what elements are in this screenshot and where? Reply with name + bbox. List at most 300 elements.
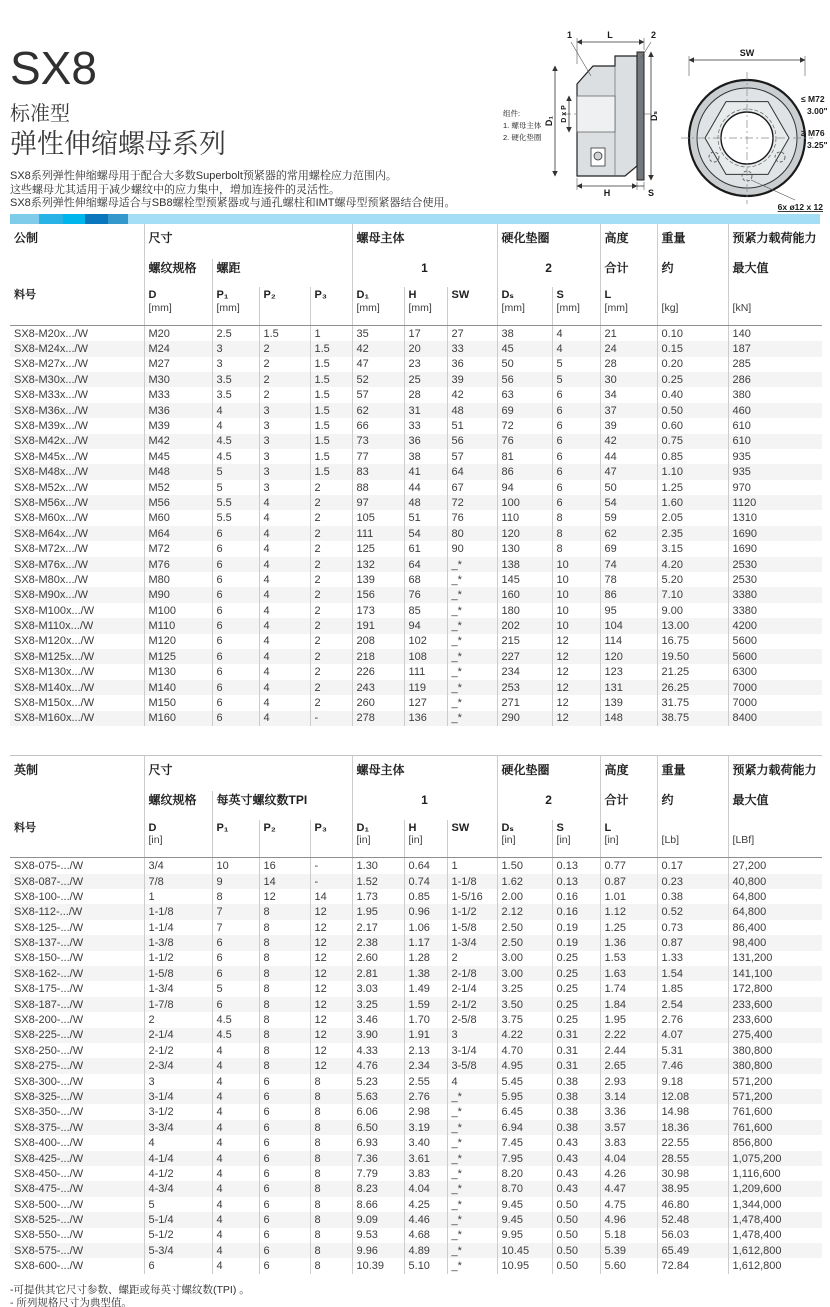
table-cell: 4 [212,1197,259,1212]
table-cell: 4 [259,541,310,556]
table-cell: 139 [600,695,657,710]
table-cell: 4.76 [352,1058,404,1073]
table-row [10,510,822,525]
table-cell: 2 [310,557,352,572]
table-cell: 3 [212,341,259,356]
table-cell: 44 [600,449,657,464]
table-cell: 86 [600,587,657,602]
col-kN: [kN] [728,287,822,325]
table-cell: 5 [212,480,259,495]
table-cell: 3.14 [600,1089,657,1104]
col-Ds: Dₛ [mm] [497,287,552,325]
table-cell: M36 [144,403,212,418]
table-row [10,1074,822,1089]
table-cell: M30 [144,372,212,387]
table-cell: 51 [447,418,497,433]
table-cell: _* [447,695,497,710]
sub-total: 合计 [600,259,657,287]
note-m72: ≤ M72 [801,94,825,104]
table-cell: 2 [310,541,352,556]
table-cell: 233,600 [728,1012,822,1027]
table-cell: 1-5/8 [447,920,497,935]
footnote: - 所列规格尺寸为典型值。 [10,1296,132,1307]
table-cell: 4 [259,649,310,664]
table-cell: 20 [404,341,447,356]
table-cell: - [310,711,352,726]
table-cell: 8 [310,1089,352,1104]
table-cell: 160 [497,587,552,602]
table-cell: M52 [144,480,212,495]
accent-bar-segment [63,214,85,224]
table-cell: 2 [144,1012,212,1027]
table-row [10,1135,822,1150]
table-cell: _* [447,1120,497,1135]
col-P3: P₃ [310,820,352,858]
table-cell: 6.50 [352,1120,404,1135]
table-cell: 12 [259,889,310,904]
col-H: H [in] [404,820,447,858]
table-cell: 275,400 [728,1028,822,1043]
table-cell: 1.25 [600,920,657,935]
table-cell: 380,800 [728,1058,822,1073]
table-cell: 0.50 [552,1212,600,1227]
table-row [10,951,822,966]
accent-bar-segment [85,214,108,224]
table-cell: _* [447,1151,497,1166]
table-cell: 24 [600,341,657,356]
table-cell: 64 [447,464,497,479]
table-row [10,325,822,341]
table-cell: 0.96 [404,904,447,919]
table-cell: 1,116,600 [728,1166,822,1181]
table-cell: 30 [600,372,657,387]
table-row [10,711,822,726]
table-cell: 1.38 [404,966,447,981]
table-cell: 12 [310,951,352,966]
table-cell: SX8-575-.../W [14,1244,84,1257]
table-cell: _* [447,618,497,633]
table-cell: _* [447,680,497,695]
table-cell: 6 [552,480,600,495]
table-cell: 0.13 [552,858,600,874]
table-cell: 8 [310,1243,352,1258]
table-cell: M160 [144,711,212,726]
table-cell: 3380 [728,587,822,602]
table-cell: 31.75 [657,695,728,710]
table-cell: 8 [310,1135,352,1150]
table-cell: 8 [310,1104,352,1119]
table-cell: 1.74 [600,981,657,996]
sub-tpi: 每英寸螺纹数TPI [212,791,352,819]
table-cell: 0.17 [657,858,728,874]
dim-label-S: S [647,188,655,198]
table-cell: 50 [600,480,657,495]
sub-washer-number: 2 [497,259,600,287]
table-cell: 14 [259,874,310,889]
sub-nut-number: 1 [352,791,497,819]
table-cell: SX8-550-.../W [14,1229,84,1242]
table-cell: 1.91 [404,1028,447,1043]
table-cell: 0.87 [657,935,728,950]
table-cell: 4.75 [600,1197,657,1212]
table-cell: 610 [728,434,822,449]
table-cell: 4 [259,572,310,587]
table-cell: SX8-M42x.../W [14,435,88,448]
table-cell: 0.19 [552,935,600,950]
table-cell: 62 [352,403,404,418]
table-cell: 12 [310,1058,352,1073]
table-cell: 48 [404,495,447,510]
table-cell: SX8-M110x.../W [14,620,94,633]
table-cell: 4 [259,526,310,541]
table-cell: 8 [552,526,600,541]
table-cell: 3.61 [404,1151,447,1166]
table-cell: 172,800 [728,981,822,996]
table-cell: 253 [497,680,552,695]
table-cell: 46.80 [657,1197,728,1212]
jackbolt [594,152,602,160]
table-cell: 0.25 [552,966,600,981]
table-cell: 2-3/4 [144,1058,212,1073]
table-cell: 8 [259,1028,310,1043]
table-cell: 1.73 [352,889,404,904]
table-row [10,920,822,935]
table-cell: M27 [144,357,212,372]
table-cell: 4 [212,1151,259,1166]
table-cell: 2-1/4 [144,1028,212,1043]
thread-bore [577,96,615,132]
table-cell: 1,075,200 [728,1151,822,1166]
table-cell: 1.5 [310,357,352,372]
table-row [10,1012,822,1027]
table-cell: 88 [352,480,404,495]
table-cell: 63 [497,387,552,402]
table-cell: 2 [310,649,352,664]
dim-label-D1: D₁ [544,115,554,127]
table-cell: 56 [497,372,552,387]
table-cell: 108 [404,649,447,664]
table-cell: 4 [212,1089,259,1104]
table-cell: 6 [259,1074,310,1089]
sub-washer-number: 2 [497,791,600,819]
table-cell: 5.10 [404,1258,447,1273]
table-cell: 4 [212,1074,259,1089]
table-cell: 123 [600,664,657,679]
table-row [10,935,822,950]
sub-total: 合计 [600,791,657,819]
imperial-table-body [10,858,822,1274]
table-cell: 9.53 [352,1228,404,1243]
table-cell: 6.06 [352,1104,404,1119]
page-subtitle-type: 标准型 [10,103,70,125]
table-cell: M90 [144,587,212,602]
table-cell: 2 [310,664,352,679]
table-cell: 140 [728,325,822,341]
table-cell: 22.55 [657,1135,728,1150]
table-cell: 7 [212,920,259,935]
table-row [10,495,822,510]
table-cell: 2.34 [404,1058,447,1073]
table-cell: 0.85 [404,889,447,904]
table-cell: 3-1/2 [144,1104,212,1119]
table-cell: 5.95 [497,1089,552,1104]
table-cell: 12 [310,981,352,996]
table-cell: 1 [144,889,212,904]
table-cell: 6 [212,711,259,726]
table-cell: _* [447,634,497,649]
table-cell: 61 [404,541,447,556]
col-kg: [kg] [657,287,728,325]
sub-approx: 约 [657,791,728,819]
table-row [10,1197,822,1212]
table-cell: 6 [259,1181,310,1196]
table-cell: 25 [404,372,447,387]
table-cell: 2 [310,572,352,587]
table-cell: 132 [352,557,404,572]
table-row [10,1151,822,1166]
table-cell: SX8-450-.../W [14,1167,84,1180]
col-SW: SW [447,287,497,325]
table-cell: 65.49 [657,1243,728,1258]
table-cell: 0.50 [552,1228,600,1243]
table-cell: 5-1/2 [144,1228,212,1243]
table-cell: SX8-150-.../W [14,952,84,965]
table-cell: 1,344,000 [728,1197,822,1212]
table-cell: _* [447,603,497,618]
table-cell: 6 [212,526,259,541]
table-cell: 10 [552,557,600,572]
table-cell: 0.74 [404,874,447,889]
table-cell: 131,200 [728,951,822,966]
region-label: 英制 [14,762,39,777]
table-cell: SX8-M125x.../W [14,650,95,663]
table-cell: 8 [259,904,310,919]
table-cell: 10 [552,603,600,618]
table-cell: 156 [352,587,404,602]
table-cell: SX8-M80x.../W [14,573,88,586]
table-cell: 6 [212,649,259,664]
col-part-number: 料号 [10,287,144,325]
table-cell: 2530 [728,557,822,572]
table-cell: 14 [310,889,352,904]
table-cell: 1690 [728,526,822,541]
table-cell: 85 [404,603,447,618]
table-cell: 40,800 [728,874,822,889]
table-cell: SX8-M140x.../W [14,681,95,694]
table-cell: SX8-100-.../W [14,890,84,903]
col-L: L [mm] [600,287,657,325]
table-cell: 5.23 [352,1074,404,1089]
table-cell: M24 [144,341,212,356]
table-cell: 100 [497,495,552,510]
table-cell: 610 [728,418,822,433]
table-cell: 21.25 [657,664,728,679]
table-cell: 1 [447,858,497,874]
table-cell: 2.50 [497,935,552,950]
table-cell: 2 [259,387,310,402]
table-cell: 218 [352,649,404,664]
table-row [10,587,822,602]
table-cell: _* [447,1181,497,1196]
dim-label-Ds: Dₛ [649,111,659,121]
table-cell: 0.87 [600,874,657,889]
table-cell: 227 [497,649,552,664]
table-cell: 260 [352,695,404,710]
table-cell: M100 [144,603,212,618]
table-row [10,695,822,710]
table-row [10,1043,822,1058]
table-cell: 47 [352,357,404,372]
table-cell: 39 [600,418,657,433]
table-cell: 12 [310,1012,352,1027]
table-cell: 3-1/4 [144,1089,212,1104]
table-cell: 48 [447,403,497,418]
table-cell: 8 [310,1181,352,1196]
table-cell: 1.54 [657,966,728,981]
table-cell: _* [447,1228,497,1243]
table-cell: 5.60 [600,1258,657,1273]
table-cell: 3.25 [497,981,552,996]
group-nut-body: 螺母主体 [352,755,497,791]
table-cell: 1-1/2 [144,951,212,966]
table-row [10,480,822,495]
group-size: 尺寸 [144,755,352,791]
table-cell: 8.23 [352,1181,404,1196]
table-cell: 6 [259,1151,310,1166]
table-cell: 226 [352,664,404,679]
table-cell: M20 [144,325,212,341]
table-cell: SX8-187-.../W [14,998,84,1011]
table-cell: 1,209,600 [728,1181,822,1196]
table-cell: 13.00 [657,618,728,633]
table-cell: 12 [310,904,352,919]
table-cell: 6 [259,1089,310,1104]
table-cell: 8 [310,1228,352,1243]
table-cell: 30.98 [657,1166,728,1181]
table-cell: 8 [259,920,310,935]
table-cell: 3.00 [497,966,552,981]
table-cell: SX8-M64x.../W [14,527,88,540]
table-cell: 74 [600,557,657,572]
table-cell: 1.06 [404,920,447,935]
table-cell: M110 [144,618,212,633]
table-cell: 6300 [728,664,822,679]
table-cell: 4 [212,418,259,433]
table-cell: 0.43 [552,1166,600,1181]
table-cell: 2.12 [497,904,552,919]
table-cell: 8 [310,1166,352,1181]
table-cell: 1.5 [310,464,352,479]
table-cell: 6 [212,587,259,602]
table-cell: 77 [352,449,404,464]
table-cell: 7.36 [352,1151,404,1166]
table-cell: 215 [497,634,552,649]
table-cell: 6 [259,1135,310,1150]
sub-approx: 约 [657,259,728,287]
table-cell: 1.36 [600,935,657,950]
table-cell: SX8-M56x.../W [14,496,88,509]
table-cell: 97 [352,495,404,510]
table-cell: 7000 [728,695,822,710]
table-cell: 4 [259,510,310,525]
table-cell: 0.38 [552,1120,600,1135]
table-cell: 2.50 [497,920,552,935]
table-cell: SX8-M120x.../W [14,635,95,648]
note-m76: ≥ M76 [801,128,825,138]
component-1-label: 1. 螺母主体 [503,121,542,130]
group-washer: 硬化垫圈 [497,224,600,260]
table-cell: 2-1/4 [447,981,497,996]
table-cell: 76 [447,510,497,525]
table-cell: 2.93 [600,1074,657,1089]
table-cell: 3.5 [212,387,259,402]
table-cell: 3 [212,357,259,372]
table-cell: 42 [600,434,657,449]
table-cell: 856,800 [728,1135,822,1150]
table-cell: 136 [404,711,447,726]
table-cell: 4 [259,603,310,618]
table-cell: SX8-M27x.../W [14,358,88,371]
table-cell: 1.5 [310,434,352,449]
components-title: 组件: [503,109,521,118]
table-cell: 0.16 [552,904,600,919]
table-row [10,858,822,874]
table-cell: SX8-475-.../W [14,1183,84,1196]
table-cell: 0.38 [552,1104,600,1119]
table-cell: 191 [352,618,404,633]
table-cell: 131 [600,680,657,695]
table-cell: 0.31 [552,1058,600,1073]
table-row [10,1181,822,1196]
table-cell: 0.31 [552,1043,600,1058]
table-cell: 33 [447,341,497,356]
table-cell: 94 [497,480,552,495]
table-cell: 141,100 [728,966,822,981]
table-cell: M33 [144,387,212,402]
table-cell: 36 [404,434,447,449]
table-cell: 5600 [728,649,822,664]
table-cell: 0.38 [552,1089,600,1104]
table-cell: 50 [497,357,552,372]
table-cell: 4.96 [600,1212,657,1227]
holes-note: 6x ø12 x 12 [777,202,823,212]
table-cell: 94 [404,618,447,633]
table-cell: 38 [404,449,447,464]
table-row [10,1212,822,1227]
table-cell: 42 [447,387,497,402]
col-P1: P₁ [212,820,259,858]
table-cell: 3.46 [352,1012,404,1027]
table-cell: 3/4 [144,858,212,874]
table-cell: 4.47 [600,1181,657,1196]
table-cell: 18.36 [657,1120,728,1135]
table-cell: 8 [259,997,310,1012]
table-cell: 6 [212,603,259,618]
table-cell: 73 [352,434,404,449]
table-cell: 17 [404,325,447,341]
table-cell: M140 [144,680,212,695]
table-cell: 0.25 [552,997,600,1012]
page-subtitle-series: 弹性伸缩螺母系列 [10,129,226,159]
table-cell: SX8-M60x.../W [14,512,88,525]
table-cell: 4 [212,1135,259,1150]
table-cell: 4.5 [212,434,259,449]
table-cell: 69 [600,541,657,556]
table-cell: 278 [352,711,404,726]
table-cell: 9.45 [497,1197,552,1212]
dim-label-H: H [603,188,611,198]
table-cell: 3.57 [600,1120,657,1135]
